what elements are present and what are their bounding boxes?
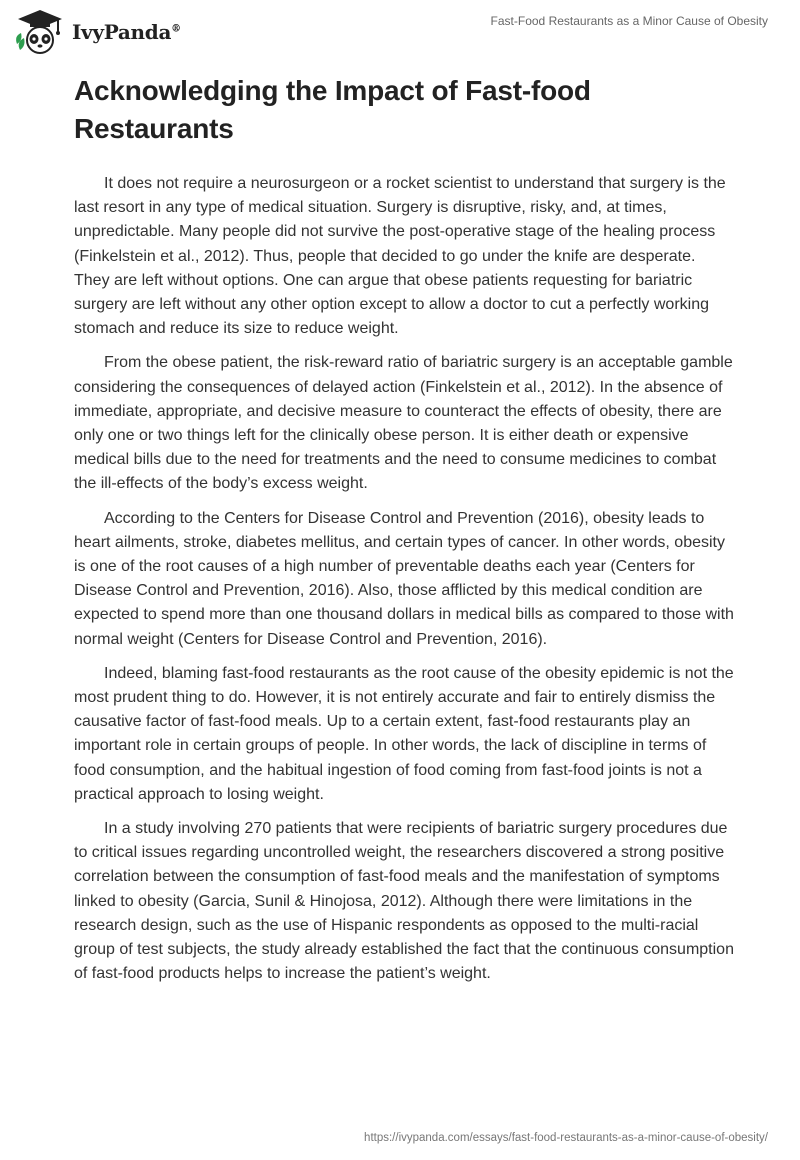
panda-graduate-logo-icon: [14, 8, 66, 56]
paragraph: Indeed, blaming fast-food restaurants as the root cause of the obesity epidemic is not the most prudent thing to do. However, it is not entirely accurate and fair to entirely dismiss the causative factor of fast-food meals. Up to a certain extent, fast-food restaurants play an important role in certain groups of people. In other words, the lack of discipline in terms of food consumption, and the habitual ingestion of food coming from fast-food joints is not a practical approach to losing weight.: [74, 664, 734, 803]
page-header: [0, 0, 800, 60]
logo-text: IvyPanda: [72, 20, 172, 44]
ivypanda-logo[interactable]: [14, 8, 181, 56]
article-body: [74, 172, 734, 987]
article-title: Acknowledging the Impact of Fast-food Restaurants: [74, 75, 591, 144]
running-title: Fast-Food Restaurants as a Minor Cause of Obesity: [490, 14, 768, 28]
article-content: [74, 72, 734, 997]
paragraph: It does not require a neurosurgeon or a rocket scientist to understand that surgery is the last resort in any type of medical situation. Surgery is disruptive, risky, and, at times, unpredictable. Many people did not survive the post-operative stage of the healing process (Finkelstein et al., 2012). Thus, people that decided to go under the knife are desperate. They are left without options. One can argue that obese patients requesting for bariatric surgery are left without any other option except to allow a doctor to cut a perfectly working stomach and reduce its size to reduce weight.: [74, 175, 726, 338]
paragraph: From the obese patient, the risk-reward ratio of bariatric surgery is an acceptable gamble considering the consequences of delayed action (Finkelstein et al., 2012). In the absence of immediate, appropriate, and decisive measure to counteract the effects of obesity, there are only one or two things left for the clinically obese person. It is either death or expensive medical bills due to the need for treatments and the need to consume medicines to combat the ill-effects of the body’s excess weight.: [74, 354, 733, 493]
paragraph: In a study involving 270 patients that were recipients of bariatric surgery procedures due to critical issues regarding uncontrolled weight, the researchers discovered a strong positive correlation between the consumption of fast-food meals and the manifestation of symptoms linked to obesity (Garcia, Sunil & Hinojosa, 2012). Although there were limitations in the research design, such as the use of Hispanic respondents as opposed to the multi-racial group of test subjects, the study already established the fact that the continuous consumption of fast-food products helps to increase the patient’s weight.: [74, 820, 734, 983]
source-url-link[interactable]: https://ivypanda.com/essays/fast-food-restaurants-as-a-minor-cause-of-obesity/: [364, 1132, 768, 1144]
paragraph: According to the Centers for Disease Control and Prevention (2016), obesity leads to heart ailments, stroke, diabetes mellitus, and certain types of cancer. In other words, obesity is one of the root causes of a high number of preventable deaths each year (Centers for Disease Control and Prevention, 2016). Also, those afflicted by this medical condition are expected to spend more than one thousand dollars in medical bills as compared to those with normal weight (Centers for Disease Control and Prevention, 2016).: [74, 509, 734, 648]
logo-wordmark: [72, 20, 181, 44]
logo-registered-mark: ®: [171, 23, 181, 35]
